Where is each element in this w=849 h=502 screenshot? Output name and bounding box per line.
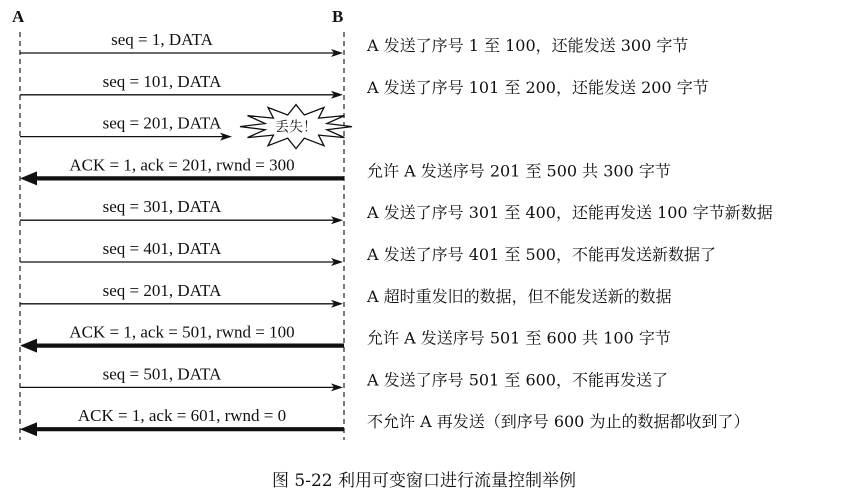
message-label: seq = 301, DATA	[102, 197, 222, 217]
message-8	[20, 323, 671, 353]
lost-label: 丢失！	[275, 119, 317, 136]
message-label: seq = 201, DATA	[102, 113, 222, 133]
node-a-label: A	[12, 7, 25, 26]
node-b-label: B	[332, 7, 344, 26]
message-2	[20, 72, 709, 99]
message-note: A 发送了序号 501 至 600，不能再发送了	[367, 370, 668, 390]
message-7	[20, 281, 672, 308]
message-4	[20, 155, 671, 185]
message-5	[20, 197, 773, 224]
message-10	[20, 406, 749, 436]
message-note: 允许 A 发送序号 201 至 500 共 300 字节	[367, 161, 671, 181]
message-list	[20, 30, 773, 436]
message-1	[20, 30, 688, 57]
ack-arrow-head	[20, 422, 37, 436]
message-label: ACK = 1, ack = 601, rwnd = 0	[77, 406, 287, 426]
message-note: A 发送了序号 401 至 500，不能再发送新数据了	[367, 245, 716, 264]
message-label: seq = 501, DATA	[102, 364, 222, 384]
message-note: A 发送了序号 1 至 100，还能发送 300 字节	[367, 36, 689, 55]
message-label: ACK = 1, ack = 501, rwnd = 100	[69, 322, 295, 342]
message-label: ACK = 1, ack = 201, rwnd = 300	[69, 155, 295, 175]
message-note: A 发送了序号 101 至 200，还能发送 200 字节	[367, 77, 709, 97]
message-6	[20, 239, 716, 266]
message-note: 允许 A 发送序号 501 至 600 共 100 字节	[367, 328, 671, 348]
message-note: A 超时重发旧的数据，但不能发送新的数据	[367, 286, 672, 306]
message-label: seq = 1, DATA	[111, 30, 213, 49]
figure-caption: 图 5-22 利用可变窗口进行流量控制举例	[272, 471, 576, 491]
message-note: A 发送了序号 301 至 400，还能再发送 100 字节新数据	[367, 203, 773, 223]
message-label: seq = 201, DATA	[102, 280, 222, 300]
ack-arrow-head	[20, 339, 37, 353]
message-3	[20, 105, 352, 149]
ack-arrow-head	[20, 171, 37, 185]
message-label: seq = 101, DATA	[102, 71, 222, 91]
message-note: 不允许 A 再发送（到序号 600 为止的数据都收到了）	[367, 412, 750, 432]
message-label: seq = 401, DATA	[102, 239, 222, 258]
